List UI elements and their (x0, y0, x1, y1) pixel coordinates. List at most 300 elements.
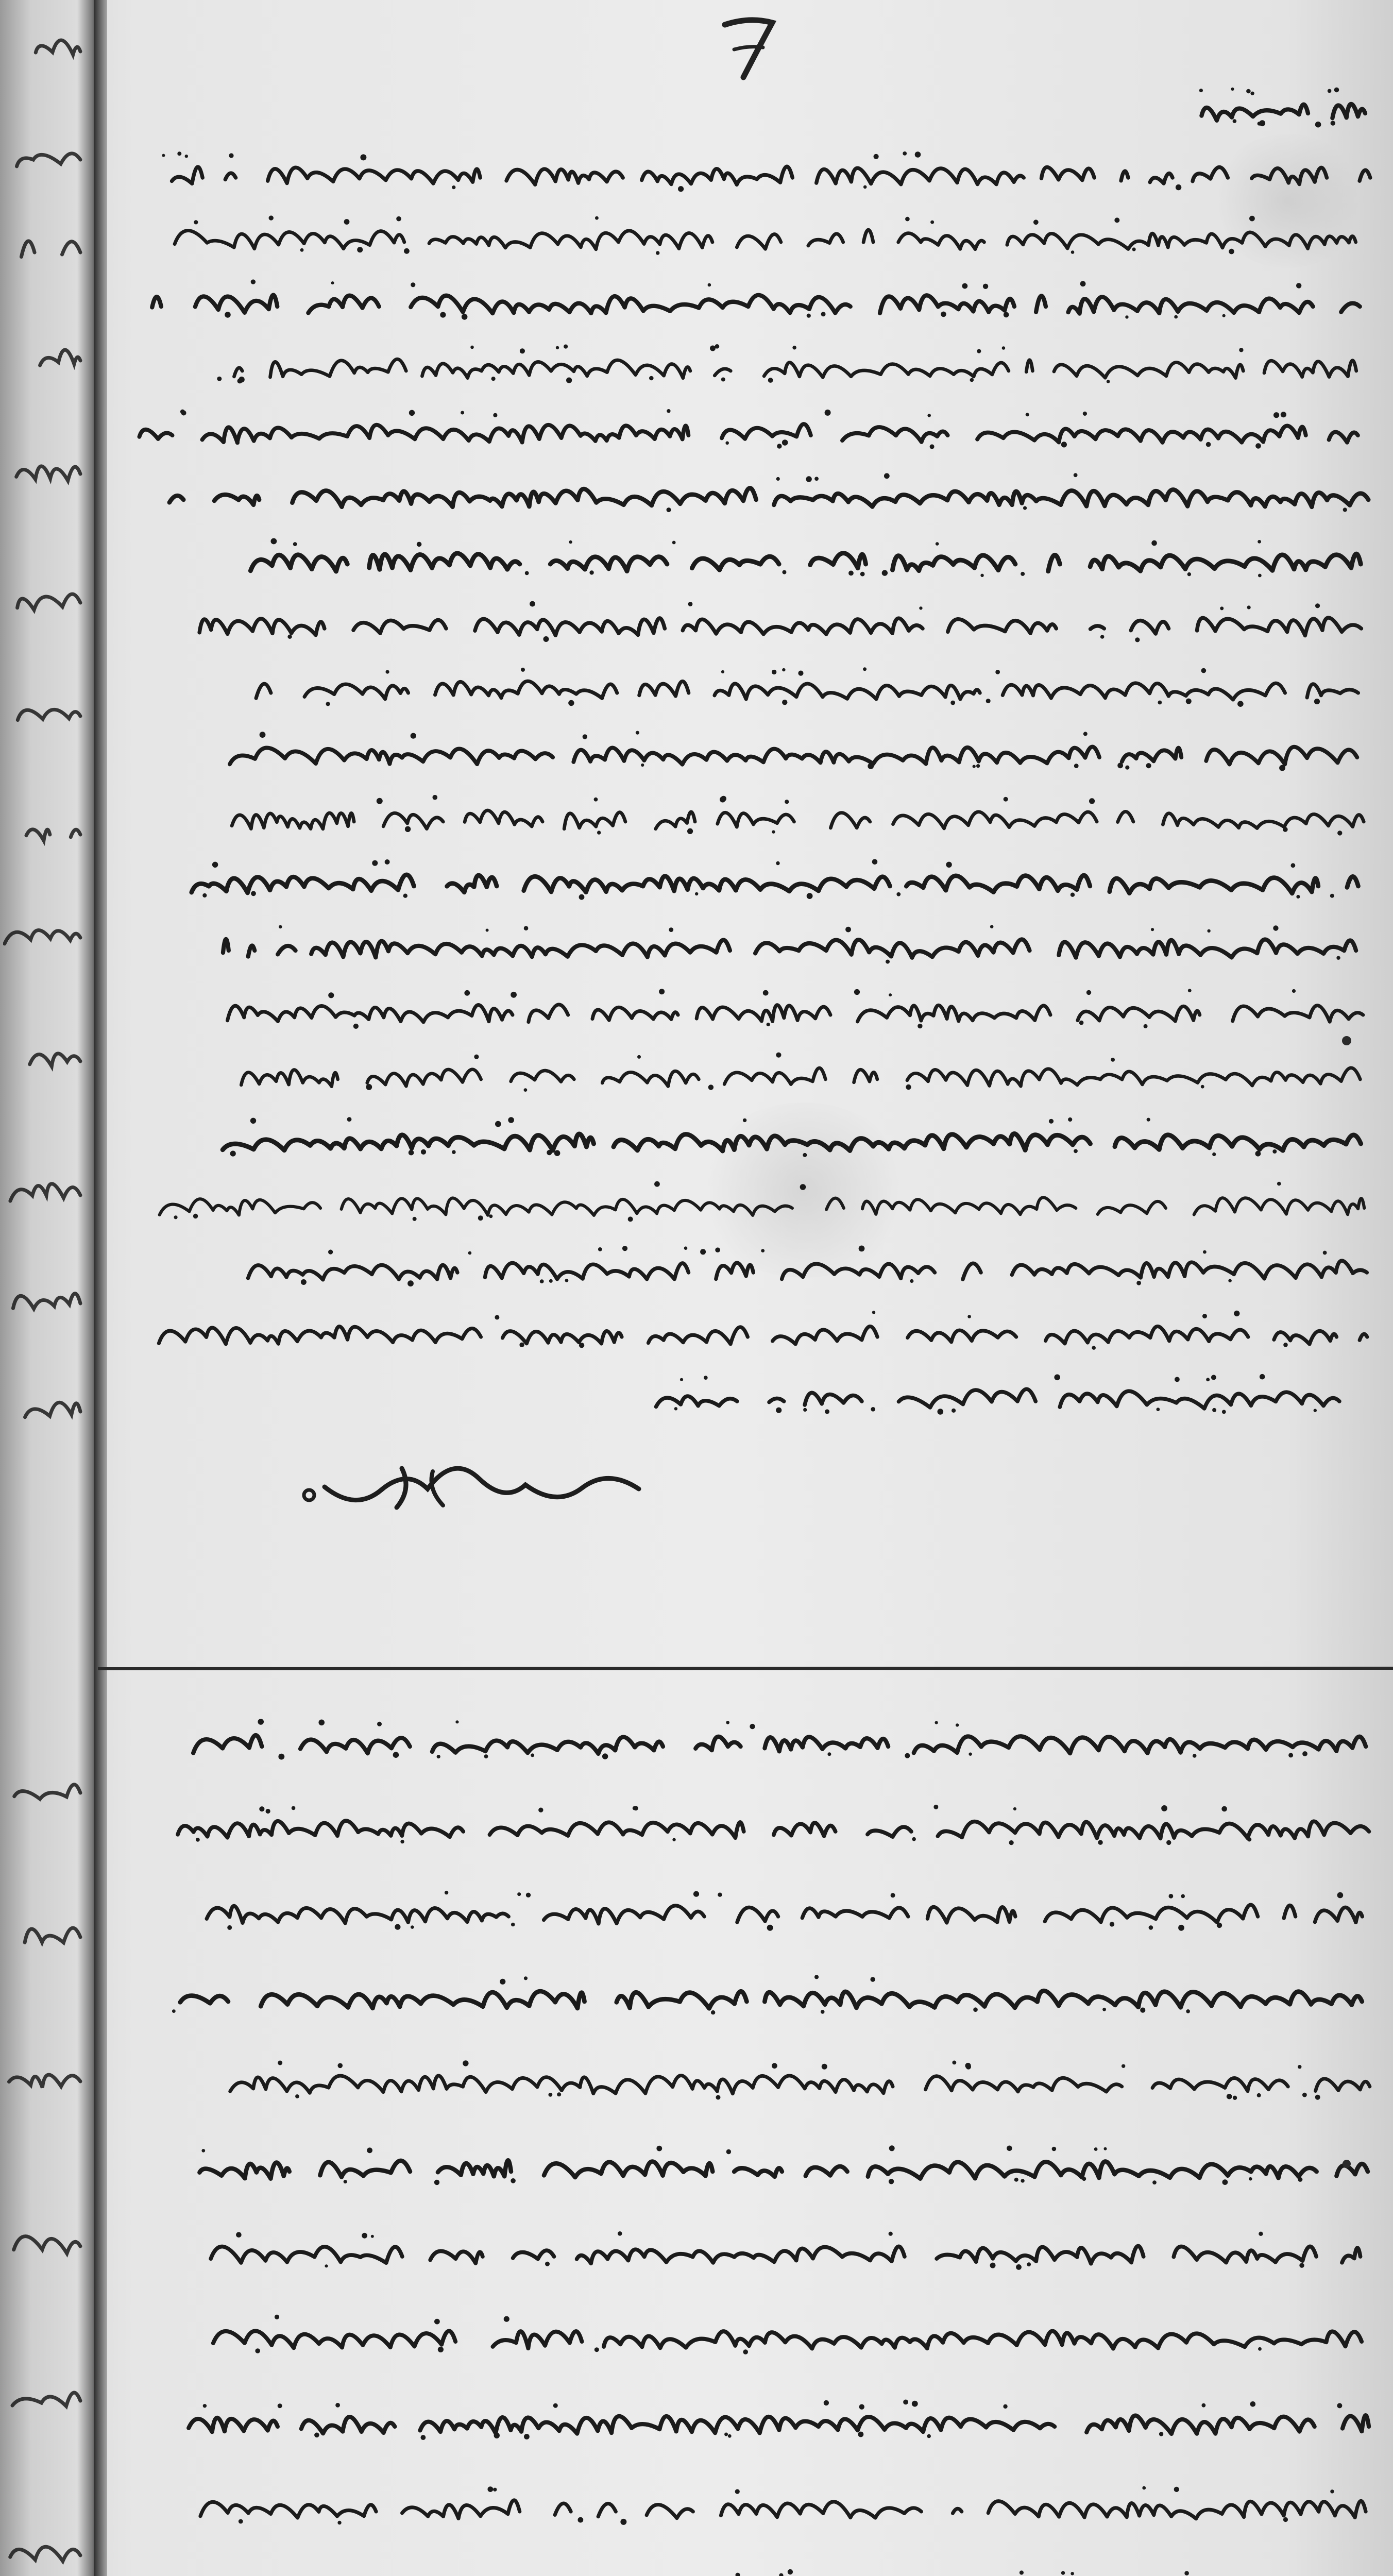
ink-stroke (207, 939, 1356, 958)
ink-dot (824, 2400, 829, 2405)
ink-dot (1114, 217, 1119, 223)
ink-dot (1227, 2094, 1232, 2099)
handwriting-strokes (118, 1048, 1375, 1095)
ink-dot (437, 1755, 440, 1758)
ink-dot (868, 763, 874, 769)
ink-dot (377, 798, 383, 804)
ink-dot (1237, 701, 1244, 707)
ink-dot (990, 2263, 996, 2268)
ink-dot (1094, 2147, 1098, 2151)
handwriting-strokes (118, 598, 1375, 644)
ink-dot (919, 606, 922, 609)
ink-dot (405, 826, 411, 832)
ink-dot (278, 1754, 284, 1760)
ink-dot (417, 542, 422, 547)
ink-dot (825, 1409, 829, 1414)
ink-dot (519, 1343, 524, 1347)
script-line (118, 2566, 1375, 2576)
ink-dot (1052, 2147, 1057, 2151)
ink-dot (1211, 1375, 1216, 1380)
previous-page-fragment (3, 222, 88, 283)
script-line (118, 1306, 1375, 1352)
handwriting-strokes (118, 276, 1375, 322)
ink-dot (870, 1977, 875, 1981)
ink-dot (1100, 635, 1105, 639)
ink-dot (239, 2519, 243, 2524)
ink-dot (1315, 603, 1320, 608)
ink-dot (1111, 1058, 1115, 1062)
ink-dot (1147, 1118, 1150, 1122)
ink-dot (918, 1024, 922, 1028)
ink-dot (903, 2400, 908, 2405)
ink-dot (403, 894, 407, 898)
ink-dot (1250, 2401, 1256, 2407)
ink-dot (487, 2486, 493, 2492)
ink-dot (251, 279, 256, 284)
ink-dot (1174, 315, 1178, 319)
ink-dot (708, 1084, 714, 1090)
ink-dot (782, 570, 786, 574)
ink-dot (1292, 989, 1296, 993)
ink-dot (724, 2433, 728, 2436)
ink-dot (821, 2010, 825, 2014)
ink-dot (622, 1246, 627, 1251)
ink-dot (337, 2521, 341, 2524)
ink-dot (1187, 572, 1191, 576)
ink-dot (225, 312, 231, 318)
ink-dot (1004, 312, 1009, 318)
ink-dot (1016, 2264, 1022, 2270)
ink-dot (800, 1184, 806, 1190)
ink-dot (930, 221, 934, 224)
ink-dot (1027, 2262, 1031, 2266)
handwriting-strokes (118, 1177, 1375, 1224)
ink-dot (891, 1893, 895, 1897)
ink-dot (325, 2264, 328, 2267)
previous-page-fragment (3, 21, 88, 82)
ink-dot (976, 764, 980, 768)
ink-dot (1247, 605, 1251, 609)
ink-dot (1336, 956, 1340, 960)
ink-dot (1149, 1925, 1153, 1930)
ink-dot (1157, 1408, 1160, 1411)
ink-dot (859, 2404, 864, 2410)
script-line (118, 82, 1375, 129)
ink-dot (1255, 1151, 1261, 1157)
ink-dot (468, 1251, 472, 1255)
ink-dot (785, 800, 789, 804)
ink-dot (1299, 2263, 1304, 2268)
ink-dot (776, 477, 780, 481)
ink-dot (967, 1315, 971, 1318)
ink-dot (656, 2146, 662, 2151)
ink-stroke (169, 488, 1368, 507)
ink-dot (1258, 2347, 1262, 2351)
handwriting-strokes (118, 404, 1375, 451)
ink-dot (930, 444, 935, 449)
ink-dot (1201, 2403, 1205, 2408)
ink-dot (1337, 1892, 1344, 1899)
ink-dot (845, 927, 851, 933)
ink-dot (933, 1805, 938, 1809)
ink-dot (1296, 283, 1301, 288)
ink-dot (634, 1806, 638, 1810)
ink-dot (554, 1150, 560, 1156)
ink-dot (230, 1151, 236, 1157)
previous-page-fragment (3, 129, 88, 191)
ink-stroke (256, 681, 1358, 700)
ink-dot (935, 1721, 938, 1724)
previous-page-fragment (3, 1381, 88, 1443)
ink-dot (543, 636, 549, 642)
ink-dot (1334, 88, 1339, 93)
ink-dot (548, 2093, 552, 2097)
ink-dot (367, 2147, 372, 2153)
ink-dot (504, 2316, 509, 2322)
ink-dot (353, 1024, 359, 1029)
ink-dot (411, 1925, 414, 1929)
ink-dot (973, 2007, 978, 2012)
ink-dot (1023, 506, 1027, 510)
ink-dot (1158, 701, 1162, 705)
ink-dot (990, 925, 994, 928)
ink-dot (1296, 895, 1300, 899)
ink-dot (278, 2061, 282, 2065)
ink-dot (1222, 1410, 1226, 1414)
ink-dot (772, 670, 776, 674)
handwriting-strokes (118, 211, 1375, 258)
ink-dot (710, 346, 716, 351)
ink-dot (725, 442, 729, 445)
ink-stroke (159, 1326, 1367, 1344)
ink-dot (194, 220, 198, 224)
ink-dot (275, 2315, 279, 2319)
handwriting-strokes (118, 147, 1375, 193)
ink-dot (1132, 247, 1136, 251)
ink-dot (1283, 827, 1288, 832)
ink-dot (1125, 315, 1128, 318)
ink-dot (372, 860, 378, 866)
ink-dot (318, 1720, 325, 1726)
handwriting-strokes (118, 1306, 1375, 1352)
ink-dot (715, 1247, 720, 1252)
ink-dot (579, 1343, 584, 1348)
ink-dot (905, 217, 910, 222)
handwriting-strokes (118, 984, 1375, 1030)
ink-dot (337, 2063, 343, 2069)
handwriting-strokes (118, 2226, 1375, 2272)
ink-dot (973, 765, 976, 768)
ink-dot (767, 1925, 773, 1931)
ink-stroke (232, 810, 1364, 829)
previous-page-fragment (3, 2050, 88, 2112)
ink-dot (863, 185, 867, 189)
script-line (118, 598, 1375, 644)
ink-dot (579, 894, 585, 900)
ink-dot (1273, 925, 1278, 930)
ink-dot (1083, 412, 1087, 416)
ink-dot (162, 154, 165, 157)
ink-dot (983, 284, 988, 289)
ink-dot (1009, 1840, 1014, 1845)
ink-dot (564, 345, 568, 349)
ink-dot (174, 1215, 177, 1219)
handwriting-strokes (118, 2311, 1375, 2357)
ink-dot (726, 1721, 729, 1724)
handwriting-strokes (118, 2396, 1375, 2442)
ink-dot (511, 2178, 516, 2183)
ink-dot (1061, 2571, 1065, 2574)
handwriting-strokes (118, 1716, 1375, 1762)
ink-dot (1103, 2147, 1107, 2150)
ink-dot (1206, 442, 1211, 447)
ink-dot (1331, 121, 1335, 125)
ink-dot (413, 1217, 417, 1221)
ink-dot (1074, 1149, 1078, 1153)
ink-dot (508, 1117, 514, 1123)
ink-dot (1146, 763, 1151, 768)
ink-dot (250, 1118, 256, 1124)
ink-dot (814, 1975, 819, 1979)
ink-dot (1314, 699, 1320, 704)
handwriting-strokes (118, 2481, 1375, 2527)
script-line (118, 2141, 1375, 2187)
script-line (118, 340, 1375, 386)
ink-dot (906, 1084, 911, 1090)
ink-dot (1222, 2179, 1228, 2185)
ink-dot (636, 731, 639, 735)
ink-dot (1298, 2177, 1302, 2182)
script-line (118, 791, 1375, 837)
ink-dot (687, 828, 693, 834)
ink-dot (524, 1976, 528, 1980)
previous-page-fragment (3, 1906, 88, 1968)
ink-dot (1079, 1021, 1084, 1025)
ink-dot (260, 732, 266, 738)
ink-dot (385, 859, 390, 865)
ink-dot (882, 570, 888, 575)
ink-stroke (139, 230, 1355, 249)
script-line (118, 1113, 1375, 1159)
ink-stroke (133, 295, 1360, 314)
ink-dot (912, 1837, 916, 1841)
ink-dot (595, 216, 599, 220)
ink-dot (172, 2009, 176, 2013)
ink-dot (721, 670, 724, 673)
ink-dot (776, 1053, 781, 1058)
ink-dot (1184, 2571, 1189, 2575)
ink-dot (409, 1150, 414, 1156)
previous-page-fragment (3, 2215, 88, 2277)
ink-dot (1181, 1894, 1185, 1899)
ink-dot (1068, 1117, 1072, 1122)
ink-dot (1247, 1837, 1251, 1841)
handwriting-strokes (118, 469, 1375, 515)
ink-dot (884, 473, 890, 479)
ink-dot (1033, 219, 1039, 225)
ink-dot (545, 2262, 550, 2266)
ink-dot (1281, 412, 1286, 417)
ink-dot (1071, 250, 1075, 254)
ink-dot (970, 378, 974, 382)
ink-dot (950, 701, 955, 705)
ink-dot (557, 2092, 561, 2096)
ink-dot (1272, 1149, 1277, 1154)
ink-dot (1186, 699, 1192, 704)
ink-dot (293, 542, 297, 546)
ink-dot (672, 541, 676, 545)
ink-dot (196, 1838, 200, 1842)
ink-dot (1315, 2095, 1320, 2100)
ink-dot (1071, 893, 1075, 897)
ink-dot (525, 571, 529, 575)
ink-stroke (230, 2075, 1370, 2093)
ink-dot (1203, 1250, 1207, 1254)
ink-dot (782, 439, 788, 446)
previous-page-fragment (3, 1762, 88, 1824)
ink-dot (782, 700, 787, 705)
previous-page-fragment (3, 2524, 88, 2576)
ink-stroke (248, 1261, 1367, 1280)
previous-page-fragment (3, 685, 88, 747)
ink-dot (721, 378, 725, 382)
entry-separator-line (0, 1664, 1393, 1673)
handwriting-strokes (118, 2056, 1375, 2102)
ink-dot (1026, 413, 1029, 416)
ink-dot (217, 377, 222, 381)
ink-dot (860, 572, 865, 577)
ink-dot (577, 2517, 583, 2523)
ink-dot (452, 185, 455, 189)
ink-dot (711, 2010, 715, 2014)
script-line (118, 2226, 1375, 2272)
ink-dot (566, 378, 572, 383)
ink-stroke (213, 2331, 1362, 2348)
margin-dot-mark (1336, 1030, 1357, 1051)
handwriting-strokes (118, 1370, 1375, 1417)
handwriting-strokes (118, 920, 1375, 966)
ink-dot (1144, 1024, 1148, 1028)
ink-dot (903, 151, 907, 156)
ink-dot (678, 186, 684, 192)
ink-dot (910, 1279, 913, 1283)
ink-dot (772, 2063, 777, 2069)
script-line (118, 1716, 1375, 1762)
ink-dot (463, 2060, 468, 2066)
ink-dot (854, 989, 860, 995)
ink-dot (848, 571, 854, 576)
ink-dot (667, 409, 670, 413)
ink-dot (393, 1752, 399, 1758)
ink-stroke (192, 875, 1358, 893)
ink-dot (461, 411, 464, 415)
ink-stroke (172, 2500, 1366, 2519)
ink-dot (649, 376, 654, 381)
ink-dot (654, 1181, 660, 1187)
ink-dot (432, 795, 437, 800)
ink-dot (768, 378, 773, 383)
handwriting-strokes (118, 726, 1375, 773)
ink-dot (1054, 1375, 1060, 1381)
previous-page-fragment (3, 1030, 88, 1092)
ink-dot (803, 1408, 807, 1412)
handwriting-strokes (118, 1242, 1375, 1288)
ink-dot (594, 2347, 599, 2352)
ink-dot (1074, 473, 1078, 477)
ink-dot (938, 1409, 944, 1415)
ink-dot (1233, 119, 1237, 123)
ink-dot (962, 283, 967, 289)
ink-dot (695, 892, 698, 895)
ink-dot (1004, 797, 1008, 802)
ink-dot (1212, 1408, 1216, 1412)
binding-gutter (94, 0, 107, 2576)
ink-dot (251, 891, 256, 896)
ink-dot (772, 831, 775, 834)
ink-dot (1279, 765, 1285, 771)
ink-dot (1140, 2008, 1145, 2013)
ink-dot (912, 2401, 918, 2407)
ink-dot (1222, 314, 1226, 317)
ink-dot (1323, 1251, 1327, 1255)
ink-dot (871, 1407, 875, 1412)
ink-dot (980, 574, 983, 577)
ink-dot (1221, 1806, 1227, 1812)
ink-stroke (218, 359, 1356, 378)
ink-dot (553, 2403, 558, 2408)
ink-dot (326, 702, 330, 706)
ink-dot (721, 796, 726, 802)
ink-dot (1258, 574, 1262, 578)
script-line (118, 469, 1375, 515)
ink-dot (212, 862, 218, 868)
ink-dot (1199, 89, 1203, 92)
ink-dot (656, 251, 659, 255)
ink-dot (409, 410, 415, 416)
ink-dot (1239, 348, 1243, 352)
ink-dot (531, 1753, 534, 1757)
previous-page-fragment (3, 443, 88, 505)
ink-dot (464, 990, 470, 996)
ink-dot (872, 859, 878, 865)
handwriting-strokes (118, 1801, 1375, 1847)
ink-dot (1193, 1754, 1197, 1758)
ink-dot (674, 1407, 677, 1410)
ink-dot (1298, 2065, 1301, 2069)
ink-dot (1168, 1894, 1173, 1899)
ink-dot (966, 2064, 971, 2070)
script-line (118, 726, 1375, 773)
ink-dot (524, 926, 529, 930)
ink-dot (822, 2064, 827, 2070)
ink-dot (193, 1214, 198, 1218)
ink-dot (347, 1117, 352, 1122)
ink-dot (1258, 122, 1262, 126)
ink-dot (538, 1808, 543, 1812)
script-line (118, 662, 1375, 708)
ink-dot (203, 2404, 207, 2408)
ink-dot (556, 346, 559, 349)
ink-dot (873, 154, 878, 159)
ink-dot (708, 283, 711, 287)
ink-dot (1074, 764, 1079, 768)
ink-dot (995, 670, 1000, 674)
ink-dot (1229, 249, 1234, 255)
ink-dot (407, 1280, 414, 1286)
ink-dot (688, 602, 693, 606)
ink-dot (718, 1893, 722, 1897)
ink-dot (927, 2434, 931, 2438)
